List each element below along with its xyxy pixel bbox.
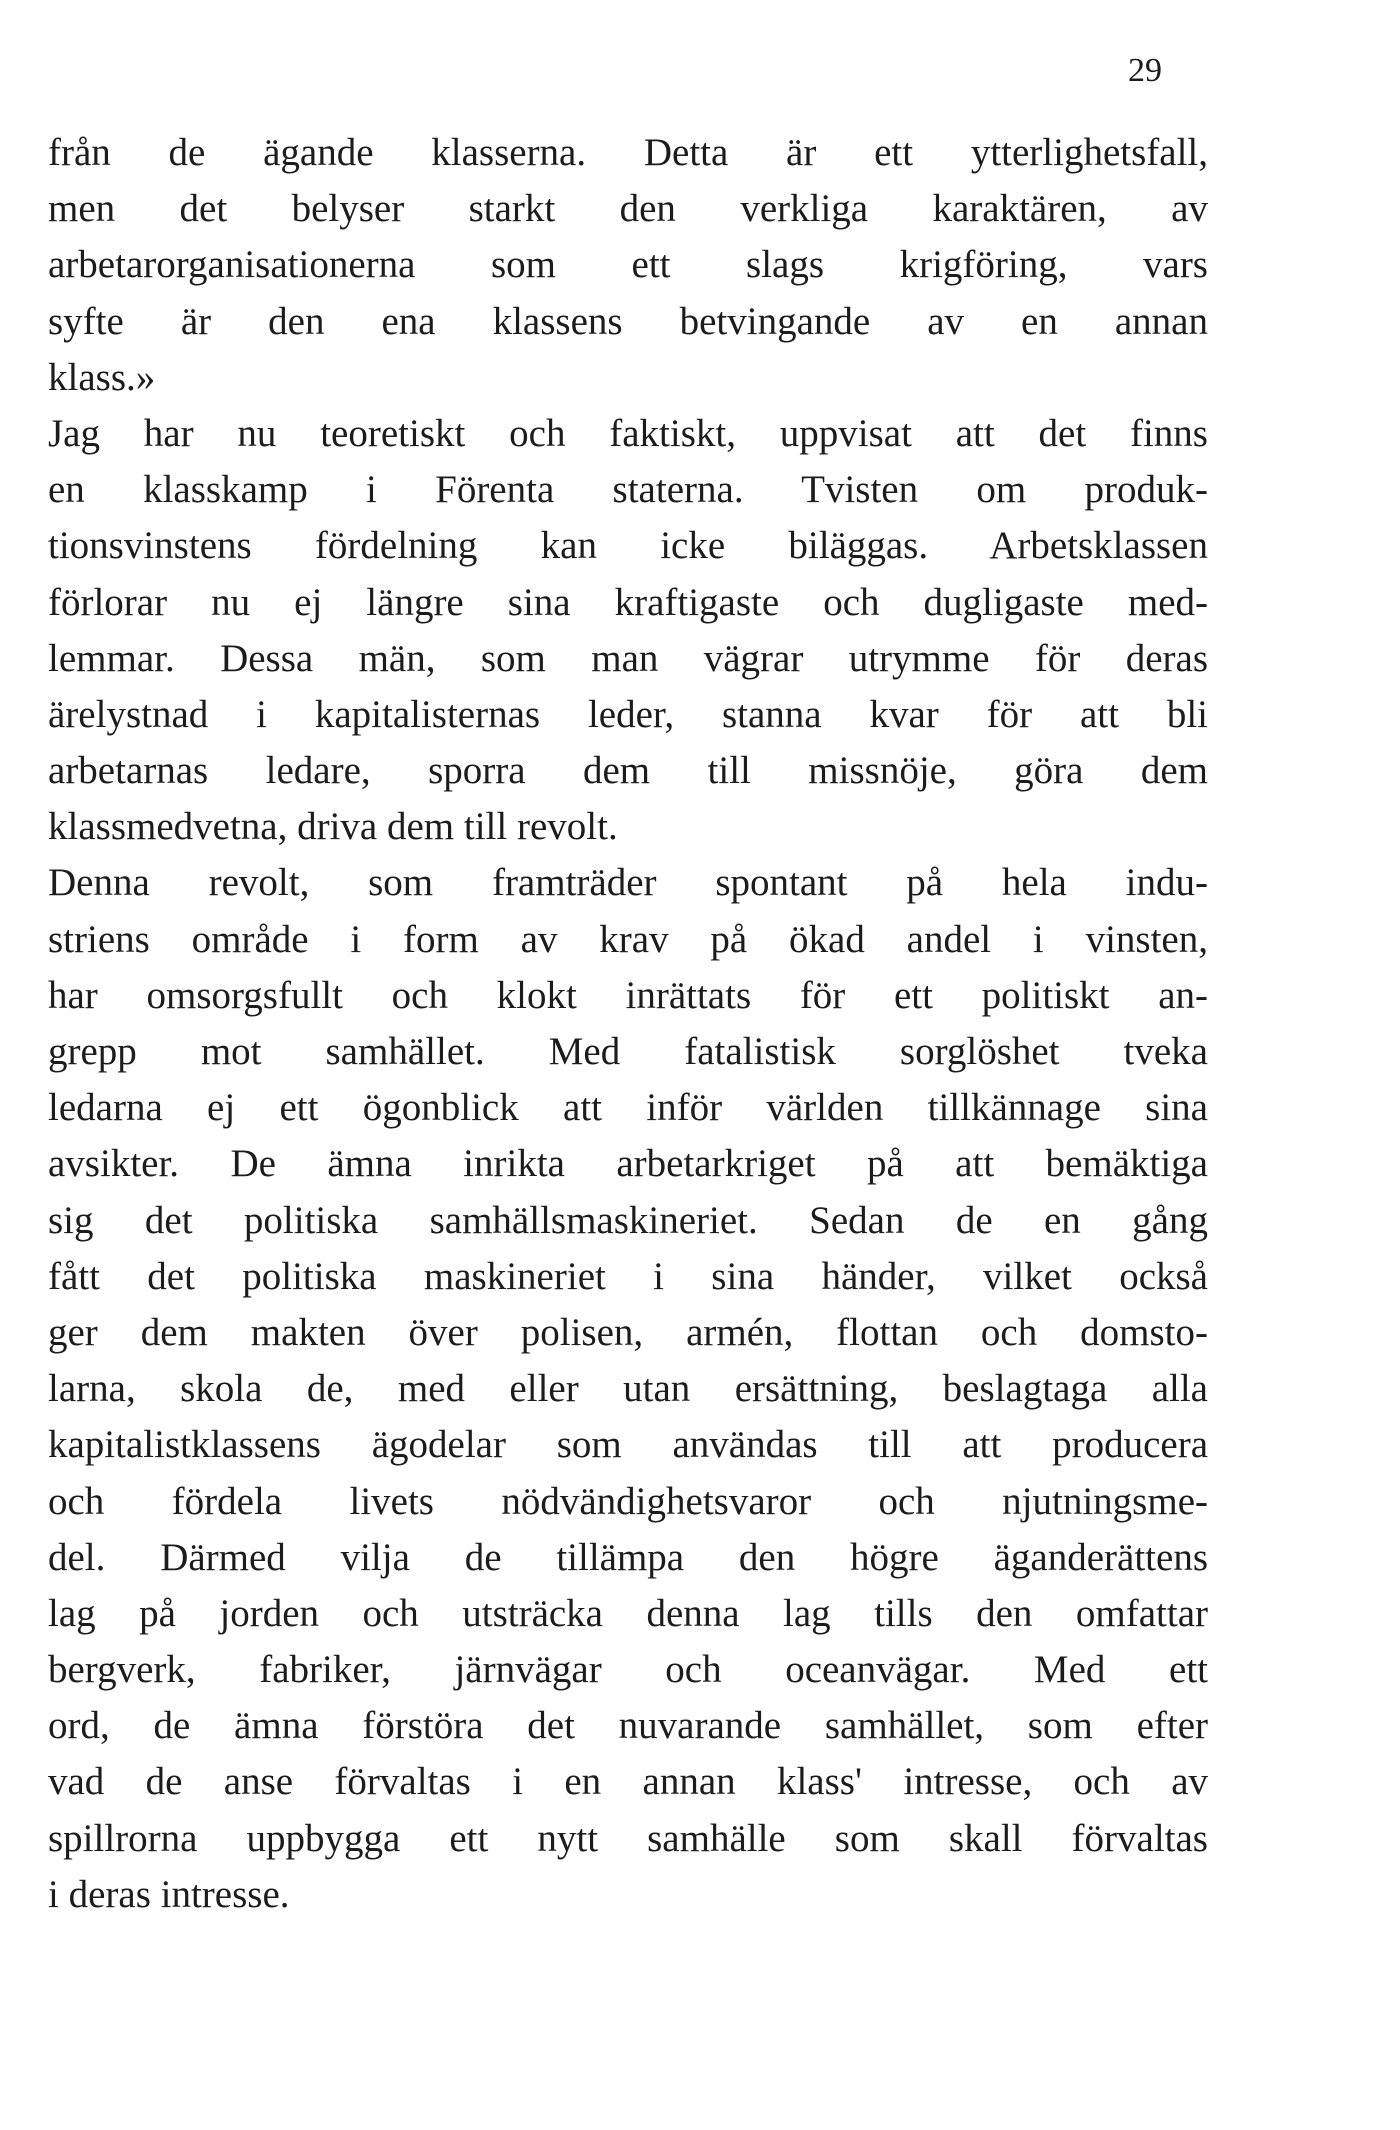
text-line: lag på jorden och utsträcka denna lag tills den omfattar — [48, 1591, 1208, 1635]
text-line: Denna revolt, som framträder spontant på hela indu- — [48, 861, 1208, 905]
text-line: avsikter. De ämna inrikta arbetarkriget på att bemäktiga — [48, 1142, 1208, 1186]
text-line: arbetarorganisationerna som ett slags krigföring, vars — [48, 243, 1208, 287]
text-line: ord, de ämna förstöra det nuvarande samhället, som efter — [48, 1704, 1208, 1748]
text-line: ärelystnad i kapitalisternas leder, stanna kvar för att bli — [48, 692, 1208, 736]
text-line: och fördela livets nödvändighetsvaror och njutningsme- — [48, 1479, 1208, 1523]
text-line: i deras intresse. — [48, 1872, 290, 1916]
body-text — [48, 125, 1208, 1923]
text-line: klass.» — [48, 355, 156, 399]
text-line: sig det politiska samhällsmaskineriet. Sedan de en gång — [48, 1198, 1208, 1242]
text-line: striens område i form av krav på ökad andel i vinsten, — [48, 917, 1208, 961]
paragraph — [48, 406, 1208, 856]
text-line: del. Därmed vilja de tillämpa den högre äganderättens — [48, 1535, 1208, 1579]
text-line: bergverk, fabriker, järnvägar och oceanvägar. Med ett — [48, 1648, 1208, 1692]
text-line: klassmedvetna, driva dem till revolt. — [48, 805, 618, 849]
text-line: vad de anse förvaltas i en annan klass' intresse, och av — [48, 1760, 1208, 1804]
text-line: fått det politiska maskineriet i sina händer, vilket också — [48, 1254, 1208, 1298]
text-line: har omsorgsfullt och klokt inrättats för ett politiskt an- — [48, 973, 1208, 1017]
text-line: en klasskamp i Förenta staterna. Tvisten om produk- — [48, 468, 1208, 512]
text-line: spillrorna uppbygga ett nytt samhälle som skall förvaltas — [48, 1816, 1208, 1860]
text-line: syfte är den ena klassens betvingande av en annan — [48, 299, 1208, 343]
text-line: grepp mot samhället. Med fatalistisk sorglöshet tveka — [48, 1030, 1208, 1073]
paragraph — [48, 855, 1208, 1923]
text-line: ger dem makten över polisen, armén, flottan och domsto- — [48, 1310, 1208, 1354]
page-number: 29 — [1128, 52, 1162, 89]
text-line: Jag har nu teoretiskt och faktiskt, uppvisat att det finns — [48, 411, 1208, 455]
text-line: tionsvinstens fördelning kan icke biläggas. Arbetsklassen — [48, 524, 1208, 568]
text-line: förlorar nu ej längre sina kraftigaste och dugligaste med- — [48, 580, 1208, 624]
text-line: kapitalistklassens ägodelar som användas till att producera — [48, 1423, 1208, 1467]
text-line: arbetarnas ledare, sporra dem till missnöje, göra dem — [48, 749, 1208, 793]
text-line: men det belyser starkt den verkliga karaktären, av — [48, 187, 1208, 231]
text-line: ledarna ej ett ögonblick att inför världen tillkännage sina — [48, 1086, 1208, 1130]
text-line: från de ägande klasserna. Detta är ett ytterlighetsfall, — [48, 131, 1208, 174]
text-line: lemmar. Dessa män, som man vägrar utrymme för deras — [48, 636, 1208, 680]
text-line: larna, skola de, med eller utan ersättning, beslagtaga alla — [48, 1367, 1208, 1411]
paragraph — [48, 125, 1208, 406]
